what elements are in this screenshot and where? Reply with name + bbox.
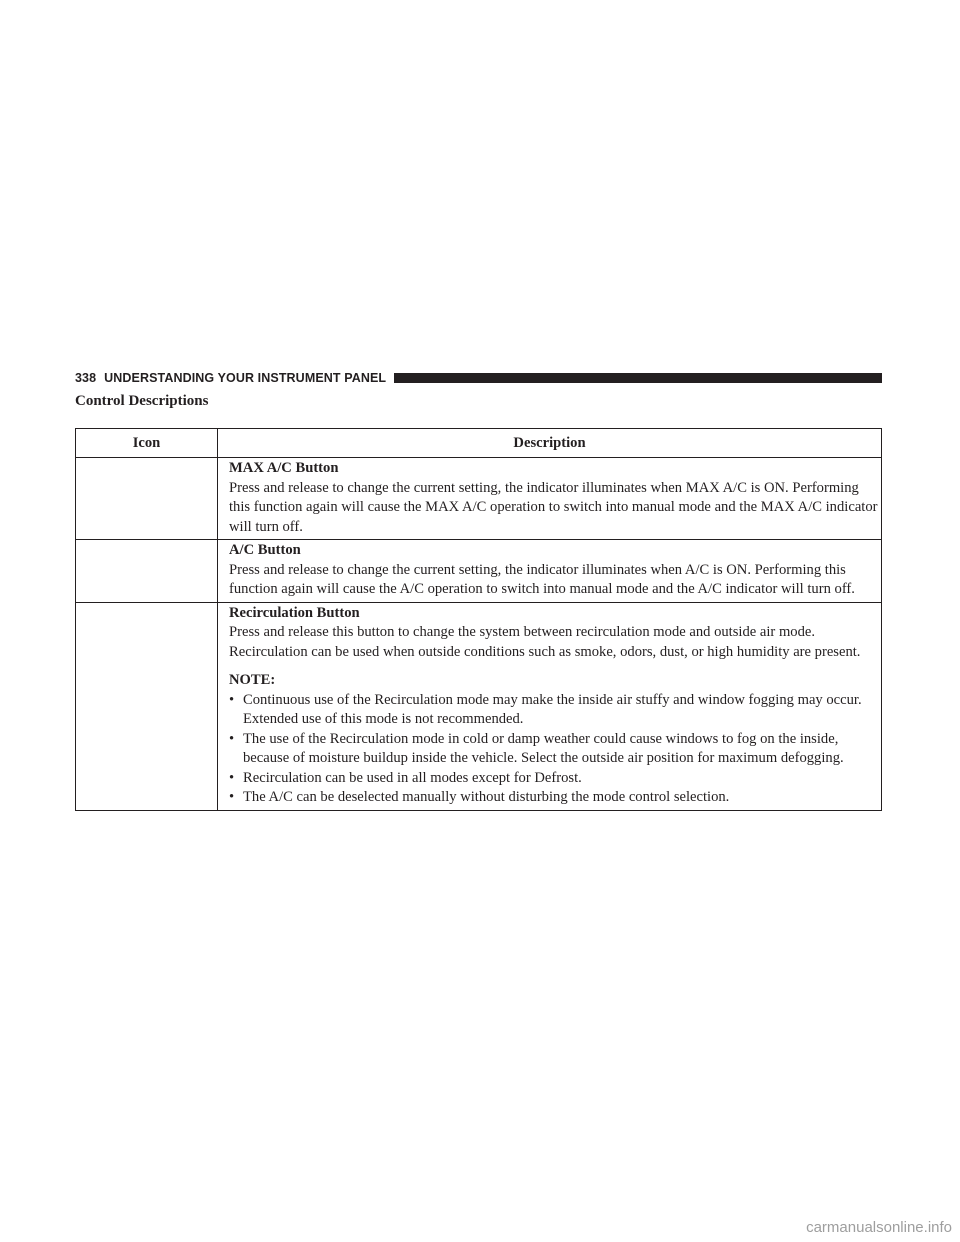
recirculation-icon-cell [76, 602, 218, 810]
row-text: Press and release to change the current setting, the indicator illuminates when MAX A/C is ON. Performing this function again will cause the MAX A/C operation to switch into manual mode and the MAX A/C indicator will turn off. [229, 479, 878, 535]
bullet-text: Continuous use of the Recirculation mode may make the inside air stuffy and window fogging may occur. Extended use of this mode is not recommended. [243, 691, 862, 727]
max-ac-icon-cell [76, 458, 218, 540]
list-item [229, 730, 881, 769]
section-heading: Control Descriptions [75, 393, 209, 409]
description-cell [218, 458, 882, 540]
list-item [229, 769, 881, 789]
bullet-icon: • [229, 789, 235, 805]
list-item [229, 788, 881, 808]
list-item [229, 691, 881, 730]
table-row [76, 458, 882, 540]
running-header [75, 370, 882, 386]
note-label: NOTE: [229, 672, 276, 688]
row-text: Press and release this button to change the system between recirculation mode and outside air mode. Recirculation can be used when outside conditions such as smoke, odors, dust, or high humidity are present. [229, 624, 861, 660]
bullet-icon: • [229, 730, 235, 747]
watermark: carmanualsonline.info [806, 1219, 952, 1236]
ac-icon-cell [76, 540, 218, 603]
column-header-description: Description [218, 429, 882, 458]
control-descriptions-table [75, 428, 882, 811]
bullet-text: The A/C can be deselected manually without disturbing the mode control selection. [243, 789, 730, 805]
table-row [76, 602, 882, 810]
page-number: 338 [75, 371, 97, 385]
row-title: Recirculation Button [229, 604, 360, 621]
row-title: A/C Button [229, 542, 301, 558]
row-title: MAX A/C Button [229, 460, 339, 476]
bullet-icon: • [229, 691, 235, 708]
bullet-text: Recirculation can be used in all modes except for Defrost. [243, 769, 582, 786]
note-bullet-list [229, 691, 881, 808]
column-header-icon: Icon [76, 429, 218, 458]
table-row [76, 540, 882, 603]
bullet-icon: • [229, 769, 235, 786]
row-text: Press and release to change the current setting, the indicator illuminates when A/C is ON. Performing this function again will cause the A/C operation to switch into manual mode and the A/C indicator will turn off. [229, 561, 855, 597]
section-title: UNDERSTANDING YOUR INSTRUMENT PANEL [104, 371, 387, 385]
table-header-row [76, 429, 882, 458]
description-cell [218, 540, 882, 603]
header-rule [394, 373, 882, 383]
description-cell [218, 602, 882, 810]
bullet-text: The use of the Recirculation mode in cold or damp weather could cause windows to fog on the inside, because of moisture buildup inside the vehicle. Select the outside air position for maximum defogging. [243, 730, 844, 766]
